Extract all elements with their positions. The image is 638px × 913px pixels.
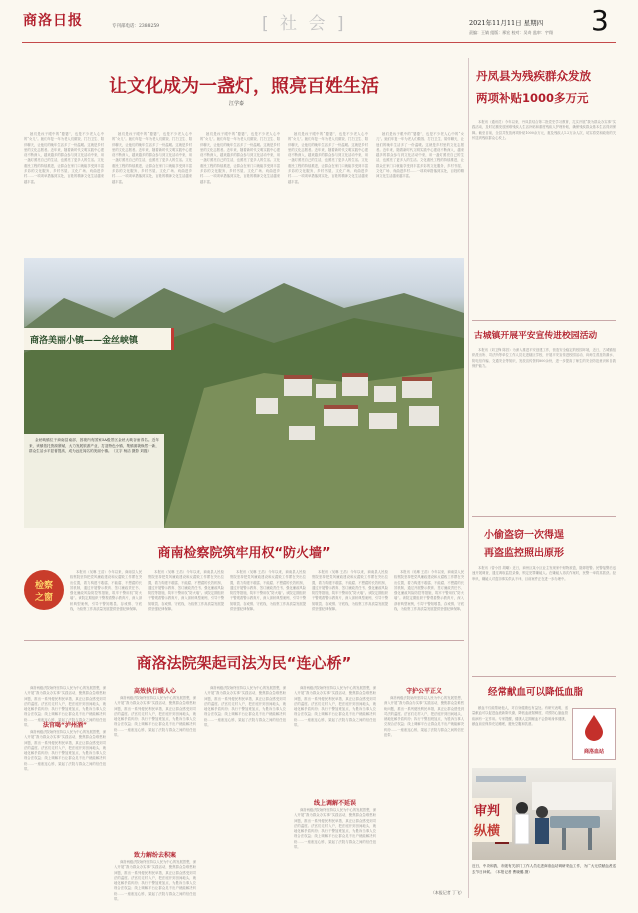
issue-date: 2021年11月11日 星期四 bbox=[469, 19, 544, 27]
court-headline: 商洛法院架起司法为民“连心桥” bbox=[136, 654, 352, 672]
masthead-logo: 商洛日报 bbox=[23, 13, 83, 29]
right-story-2 bbox=[472, 348, 616, 512]
court-col-4 bbox=[294, 686, 376, 896]
procuratorate-col-4 bbox=[312, 570, 388, 634]
blood-drop-icon bbox=[573, 711, 615, 743]
court-body-2a: 商洛两级法院始终坚持以人民为中心的发展思想，深入开展“我为群众办实事”实践活动，聚焦群众急难愁盼问题，推出一系列便民利民举措，真正让群众感受到司法的温度。法官们走村入户，把法庭开到田间地头，就地化解矛盾纠纷；执行干警加班加点，为胜诉当事人兑现合法权益；线上调解平台让群众足不出户就能解决纠纷……一座座连心桥，架起了法院与群众之间的信任纽带。 bbox=[114, 696, 196, 738]
court-body-5: 商洛两级法院始终坚持以人民为中心的发展思想，深入开展“我为群众办实事”实践活动，聚焦群众急难愁盼问题，推出一系列便民利民举措，真正让群众感受到司法的温度。法官们走村入户，把法庭开到田间地头，就地化解矛盾纠纷；执行干警加班加点，为胜诉当事人兑现合法权益；线上调解平台让群众足不出户就能解决纠纷……一座座连心桥，架起了法院与群众之间的信任纽带。 bbox=[384, 696, 464, 738]
procuratorate-body-3: 本报讯（吴琳 王浩）今年以来，商南县人民检察院坚持把党风廉政建设和反腐败工作摆在突出位置，着力构建不敢腐、不能腐、不想腐的长效机制，通过开展警示教育、签订廉政责任书、强化廉政风险防控等措施，筑牢干警用权“防火墙”。该院定期组织干警观看警示教育片，深入剖析典型案例，引导干警知敬畏、存戒惧、守底线，为检察工作高质量发展提供坚强纪律保障。 bbox=[230, 570, 306, 612]
lead-body-col-4: 她们是孩子眼中的“婆婆”，也是不少老人心中的“女儿”。她们年复一年为老人们做饭、打扫卫生、陪伴聊天，让他们的晚年生活多了一份温暖。这就是乡村里的文化志愿者。近年来，随着新时代文明实践中心建设不断深入，越来越多的群众参与到文化活动中来，用一盏灯照亮自己的生活，也照亮了更多人的生活。文化惠民工程的持续推进，让群众在家门口就能享受到丰富多彩的文化服务，乡村书屋、文化广场、戏曲进乡村……一项项举措落到实处，百姓的精神文化生活越来越丰富。 bbox=[288, 132, 368, 184]
court-sub-4: 线上调解不延误 bbox=[313, 800, 356, 807]
masthead bbox=[0, 0, 638, 58]
procuratorate-body-4: 本报讯（吴琳 王浩）今年以来，商南县人民检察院坚持把党风廉政建设和反腐败工作摆在突出位置，着力构建不敢腐、不能腐、不想腐的长效机制，通过开展警示教育、签订廉政责任书、强化廉政风险防控等措施，筑牢干警用权“防火墙”。该院定期组织干警观看警示教育片，深入剖析典型案例，引导干警知敬畏、存戒惧、守底线，为检察工作高质量发展提供坚强纪律保障。 bbox=[312, 570, 388, 612]
right-story-4 bbox=[472, 706, 568, 762]
lead-col-3 bbox=[200, 132, 280, 256]
right-headline-3b: 再盗监控照出原形 bbox=[484, 548, 564, 559]
court-article bbox=[24, 642, 464, 902]
procuratorate-body-2: 本报讯（吴琳 王浩）今年以来，商南县人民检察院坚持把党风廉政建设和反腐败工作摆在突出位置，着力构建不敢腐、不能腐、不想腐的长效机制，通过开展警示教育、签订廉政责任书、强化廉政风险防控等措施，筑牢干警用权“防火墙”。该院定期组织干警观看警示教育片，深入剖析典型案例，引导干警知敬畏、存戒惧、守底线，为检察工作高质量发展提供坚强纪律保障。 bbox=[148, 570, 224, 612]
court-footer: （本报记者 丁飞） bbox=[430, 890, 464, 895]
court-badge-line-1: 审判 bbox=[474, 804, 501, 819]
right-column bbox=[472, 58, 616, 908]
masthead-contact: 专刊部电话：2388259 bbox=[112, 24, 160, 29]
photo-caption: 近日，中央和我，市级有关部门工作人员走进商洛血站调研采血工作，为广大无偿献血者送去节日问候。（本报记者 曹晓璐 摄） bbox=[472, 864, 616, 874]
right-body-2: 本报讯（刘卫锋 陈昌）为深入推进平安创建工作，营造安全稳定的校园环境，近日，古城镇组织派出所、司法所等单位工作人员走进辖区学校，开展平安宣传进校园活动，向师生普及防溺水、防电信诈骗、交通安全等知识，发放宣传资料800余份，进一步提高了师生的安全防范意识和自我保护能力。 bbox=[472, 348, 616, 368]
court-badge-line-2: 纵横 bbox=[474, 824, 501, 839]
blood-station-label: 商洛血站 bbox=[583, 749, 604, 755]
section-title: [ 社 会 ] bbox=[262, 14, 347, 34]
blood-donation-photo bbox=[472, 768, 616, 860]
court-body-1b: 商洛两级法院始终坚持以人民为中心的发展思想，深入开展“我为群众办实事”实践活动，聚焦群众急难愁盼问题，推出一系列便民利民举措，真正让群众感受到司法的温度。法官们走村入户，把法庭开到田间地头，就地化解矛盾纠纷；执行干警加班加点，为胜诉当事人兑现合法权益；线上调解平台让群众足不出户就能解决纠纷……一座座连心桥，架起了法院与群众之间的信任纽带。 bbox=[24, 730, 106, 772]
court-col-5 bbox=[384, 686, 464, 896]
blood-station-badge bbox=[572, 708, 616, 760]
procuratorate-col-1 bbox=[70, 570, 142, 634]
photo-caption-box bbox=[472, 864, 616, 908]
court-body-4b: 商洛两级法院始终坚持以人民为中心的发展思想，深入开展“我为群众办实事”实践活动，聚焦群众急难愁盼问题，推出一系列便民利民举措，真正让群众感受到司法的温度。法官们走村入户，把法庭开到田间地头，就地化解矛盾纠纷；执行干警加班加点，为胜诉当事人兑现合法权益；线上调解平台让群众足不出户就能解决纠纷……一座座连心桥，架起了法院与群众之间的信任纽带。 bbox=[294, 808, 376, 850]
lead-body-col-5: 她们是孩子眼中的“婆婆”，也是不少老人心中的“女儿”。她们年复一年为老人们做饭、打扫卫生、陪伴聊天，让他们的晚年生活多了一份温暖。这就是乡村里的文化志愿者。近年来，随着新时代文明实践中心建设不断深入，越来越多的群众参与到文化活动中来，用一盏灯照亮自己的生活，也照亮了更多人的生活。文化惠民工程的持续推进，让群众在家门口就能享受到丰富多彩的文化服务，乡村书屋、文化广场、戏曲进乡村……一项项举措落到实处，百姓的精神文化生活越来越丰富。 bbox=[376, 132, 464, 179]
lead-article bbox=[24, 58, 464, 256]
lead-col-2 bbox=[112, 132, 192, 256]
lead-col-4 bbox=[288, 132, 368, 256]
court-col-3 bbox=[204, 686, 286, 896]
court-sub-5: 致力解纷去积案 bbox=[133, 852, 176, 859]
lead-body-col-2: 她们是孩子眼中的“婆婆”，也是不少老人心中的“女儿”。她们年复一年为老人们做饭、打扫卫生、陪伴聊天，让他们的晚年生活多了一份温暖。这就是乡村里的文化志愿者。近年来，随着新时代文明实践中心建设不断深入，越来越多的群众参与到文化活动中来，用一盏灯照亮自己的生活，也照亮了更多人的生活。文化惠民工程的持续推进，让群众在家门口就能享受到丰富多彩的文化服务，乡村书屋、文化广场、戏曲进乡村……一项项举措落到实处，百姓的精神文化生活越来越丰富。 bbox=[112, 132, 192, 184]
right-rule-1 bbox=[472, 320, 616, 321]
lead-byline: 江学泰 bbox=[228, 101, 244, 107]
editors-line: 责编：王婧 组版：邢宏 校对：吴奇 监审：宇翔 bbox=[469, 30, 553, 35]
court-body-1a: 商洛两级法院始终坚持以人民为中心的发展思想，深入开展“我为群众办实事”实践活动，聚焦群众急难愁盼问题，推出一系列便民利民举措，真正让群众感受到司法的温度。法官们走村入户，把法庭开到田间地头，就地化解矛盾纠纷；执行干警加班加点，为胜诉当事人兑现合法权益；线上调解平台让群众足不出户就能解决纠纷……一座座连心桥，架起了法院与群众之间的信任纽带。 bbox=[24, 686, 106, 728]
lead-body-col-3: 她们是孩子眼中的“婆婆”，也是不少老人心中的“女儿”。她们年复一年为老人们做饭、打扫卫生、陪伴聊天，让他们的晚年生活多了一份温暖。这就是乡村里的文化志愿者。近年来，随着新时代文明实践中心建设不断深入，越来越多的群众参与到文化活动中来，用一盏灯照亮自己的生活，也照亮了更多人的生活。文化惠民工程的持续推进，让群众在家门口就能享受到丰富多彩的文化服务，乡村书屋、文化广场、戏曲进乡村……一项项举措落到实处，百姓的精神文化生活越来越丰富。 bbox=[200, 132, 280, 184]
court-body-3: 商洛两级法院始终坚持以人民为中心的发展思想，深入开展“我为群众办实事”实践活动，聚焦群众急难愁盼问题，推出一系列便民利民举措，真正让群众感受到司法的温度。法官们走村入户，把法庭开到田间地头，就地化解矛盾纠纷；执行干警加班加点，为胜诉当事人兑现合法权益；线上调解平台让群众足不出户就能解决纠纷……一座座连心桥，架起了法院与群众之间的信任纽带。 bbox=[204, 686, 286, 728]
court-body-2b: 商洛两级法院始终坚持以人民为中心的发展思想，深入开展“我为群众办实事”实践活动，聚焦群众急难愁盼问题，推出一系列便民利民举措，真正让群众感受到司法的温度。法官们走村入户，把法庭开到田间地头，就地化解矛盾纠纷；执行干警加班加点，为胜诉当事人兑现合法权益；线上调解平台让群众足不出户就能解决纠纷……一座座连心桥，架起了法院与群众之间的信任纽带。 bbox=[114, 860, 196, 902]
procuratorate-logo-text-1: 检察 bbox=[34, 581, 53, 591]
procuratorate-headline: 商南检察院筑牢用权“防火墙” bbox=[157, 546, 331, 561]
court-badge bbox=[472, 798, 512, 842]
procuratorate-logo bbox=[24, 570, 64, 610]
column-divider bbox=[468, 58, 469, 898]
right-body-3: 本报讯（曾小昌 胡曦）近日，商州区某小区业主发现家中财物被盗，随即报警。民警接警后迅速开展调查，通过调取监控录像，锁定犯罪嫌疑人。在嫌疑人再次作案时，民警一举将其抓获。经审讯，嫌疑人对盗窃事实供认不讳，目前案件正在进一步办理中。 bbox=[472, 566, 616, 581]
right-headline-3a: 小偷盗窃一次得逞 bbox=[484, 530, 564, 541]
court-col-2 bbox=[114, 686, 196, 902]
lead-col-5 bbox=[376, 132, 464, 256]
right-story-1 bbox=[472, 120, 616, 318]
court-sub-1: 法官喝“泸州酒” bbox=[43, 722, 87, 729]
right-headline-1a: 丹凤县为残疾群众发放 bbox=[476, 69, 591, 83]
masthead-rule bbox=[22, 42, 616, 43]
procuratorate-col-5 bbox=[394, 570, 464, 634]
town-caption-box bbox=[24, 434, 164, 528]
right-body-1: 本报讯（通讯员）今年以来，丹凤县结合第二批党史学习教育，扎实开展“我为群众办实事”实践活动，及时足额发放困难残疾人生活补贴和重度残疾人护理补贴，确保残疾群众基本生活得到保障。截至目前，全县共发放两项补贴1000余万元，惠及残疾人1.2万余人次，切实将党和政府的关怀送到残疾群众心坎上。 bbox=[472, 120, 616, 140]
right-rule-2 bbox=[472, 516, 616, 517]
court-col-1 bbox=[24, 686, 106, 896]
procuratorate-body-1: 本报讯（吴琳 王浩）今年以来，商南县人民检察院坚持把党风廉政建设和反腐败工作摆在突出位置，着力构建不敢腐、不能腐、不想腐的长效机制，通过开展警示教育、签订廉政责任书、强化廉政风险防控等措施，筑牢干警用权“防火墙”。该院定期组织干警观看警示教育片，深入剖析典型案例，引导干警知敬畏、存戒惧、守底线，为检察工作高质量发展提供坚强纪律保障。 bbox=[70, 570, 142, 612]
right-headline-2: 古城镇开展平安宣传进校园活动 bbox=[474, 331, 598, 341]
lead-col-1 bbox=[24, 132, 104, 256]
town-caption: 金丝峡镇位于商南县南部，因境内有国家5A级景区金丝大峡谷而得名。近年来，该镇依托资源禀赋，大力发展旅游产业，打造特色小镇，集镇面貌焕然一新，群众生活水平显著提高，成为远近闻名的美丽小镇。（文字 杨洁 摄影 刘磊） bbox=[29, 438, 159, 454]
town-photo-title: 商洛美丽小镇——金丝峡镇 bbox=[30, 336, 139, 346]
right-rule-3 bbox=[472, 676, 616, 677]
section-rule bbox=[24, 640, 464, 641]
town-photo-label bbox=[24, 328, 174, 350]
court-body-4a: 商洛两级法院始终坚持以人民为中心的发展思想，深入开展“我为群众办实事”实践活动，聚焦群众急难愁盼问题，推出一系列便民利民举措，真正让群众感受到司法的温度。法官们走村入户，把法庭开到田间地头，就地化解矛盾纠纷；执行干警加班加点，为胜诉当事人兑现合法权益；线上调解平台让群众足不出户就能解决纠纷……一座座连心桥，架起了法院与群众之间的信任纽带。 bbox=[294, 686, 376, 728]
procuratorate-col-3 bbox=[230, 570, 306, 634]
right-headline-1b: 两项补贴1000多万元 bbox=[476, 91, 589, 105]
right-story-3 bbox=[472, 566, 616, 672]
town-photo bbox=[24, 258, 464, 528]
procuratorate-col-2 bbox=[148, 570, 224, 634]
court-sub-2: 高效执行暖人心 bbox=[133, 688, 176, 695]
procuratorate-article bbox=[24, 530, 464, 638]
procuratorate-logo-text-2: 之窗 bbox=[34, 593, 53, 603]
court-sub-3: 守护公平正义 bbox=[405, 688, 442, 695]
lead-body-col-1: 她们是孩子眼中的“婆婆”，也是不少老人心中的“女儿”。她们年复一年为老人们做饭、打扫卫生、陪伴聊天，让他们的晚年生活多了一份温暖。这就是乡村里的文化志愿者。近年来，随着新时代文明实践中心建设不断深入，越来越多的群众参与到文化活动中来，用一盏灯照亮自己的生活，也照亮了更多人的生活。文化惠民工程的持续推进，让群众在家门口就能享受到丰富多彩的文化服务，乡村书屋、文化广场、戏曲进乡村……一项项举措落到实处，百姓的精神文化生活越来越丰富。 bbox=[24, 132, 104, 184]
procuratorate-body-5: 本报讯（吴琳 王浩）今年以来，商南县人民检察院坚持把党风廉政建设和反腐败工作摆在突出位置，着力构建不敢腐、不能腐、不想腐的长效机制，通过开展警示教育、签订廉政责任书、强化廉政风险防控等措施，筑牢干警用权“防火墙”。该院定期组织干警观看警示教育片，深入剖析典型案例，引导干警知敬畏、存戒惧、守底线，为检察工作高质量发展提供坚强纪律保障。 bbox=[394, 570, 464, 612]
right-headline-4: 经常献血可以降低血脂 bbox=[488, 687, 584, 698]
right-body-4: 献血不仅能帮助他人，对自身健康也有益处。有研究表明，适量献血可以促进血液新陈代谢，降低血液黏稠度，对预防心脑血管疾病有一定作用。专家提醒，健康人定期献血不会影响身体健康，献血前应保持充足睡眠，避免空腹和饮酒。 bbox=[472, 706, 568, 726]
lead-headline: 让文化成为一盏灯，照亮百姓生活 bbox=[109, 76, 379, 97]
page-number: 3 bbox=[591, 4, 609, 37]
